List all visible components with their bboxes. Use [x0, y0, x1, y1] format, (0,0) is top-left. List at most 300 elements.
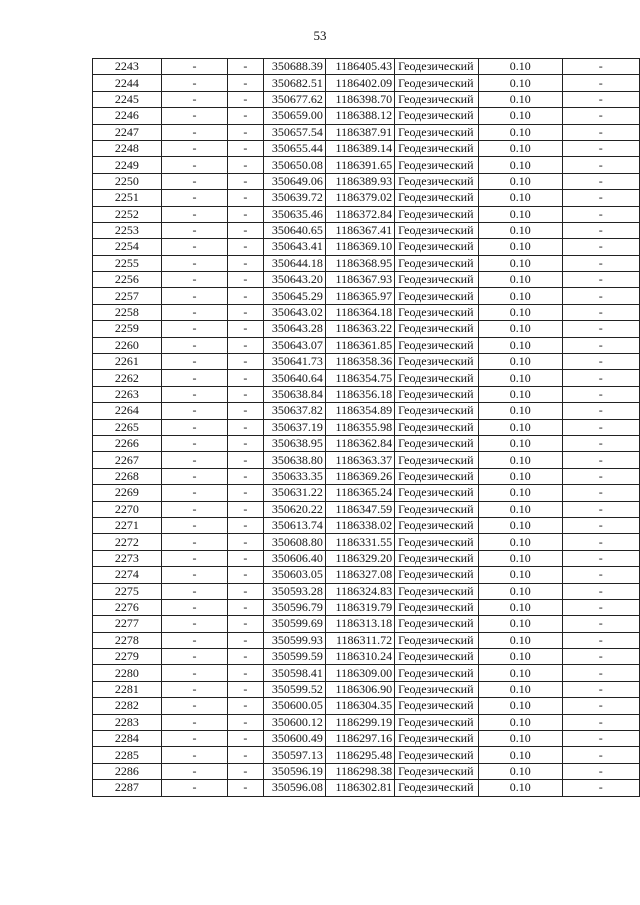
- x-coordinate-cell: 350600.49: [263, 731, 325, 747]
- dash-cell: -: [161, 468, 228, 484]
- dash-cell: -: [562, 321, 639, 337]
- precision-cell: 0.10: [478, 780, 562, 796]
- precision-cell: 0.10: [478, 550, 562, 566]
- dash-cell: -: [562, 239, 639, 255]
- dash-cell: -: [228, 616, 263, 632]
- dash-cell: -: [161, 403, 228, 419]
- table-row: [93, 157, 640, 173]
- x-coordinate-cell: 350596.19: [263, 763, 325, 779]
- point-number-cell: 2273: [93, 550, 162, 566]
- table-row: [93, 419, 640, 435]
- point-number-cell: 2245: [93, 91, 162, 107]
- precision-cell: 0.10: [478, 108, 562, 124]
- method-cell: Геодезический: [395, 108, 479, 124]
- dash-cell: -: [228, 632, 263, 648]
- dash-cell: -: [228, 370, 263, 386]
- point-number-cell: 2278: [93, 632, 162, 648]
- precision-cell: 0.10: [478, 616, 562, 632]
- y-coordinate-cell: 1186361.85: [325, 337, 394, 353]
- x-coordinate-cell: 350637.82: [263, 403, 325, 419]
- dash-cell: -: [228, 272, 263, 288]
- dash-cell: -: [161, 255, 228, 271]
- dash-cell: -: [562, 386, 639, 402]
- precision-cell: 0.10: [478, 239, 562, 255]
- point-number-cell: 2267: [93, 452, 162, 468]
- dash-cell: -: [562, 124, 639, 140]
- x-coordinate-cell: 350633.35: [263, 468, 325, 484]
- dash-cell: -: [562, 272, 639, 288]
- y-coordinate-cell: 1186391.65: [325, 157, 394, 173]
- point-number-cell: 2276: [93, 599, 162, 615]
- point-number-cell: 2255: [93, 255, 162, 271]
- method-cell: Геодезический: [395, 698, 479, 714]
- precision-cell: 0.10: [478, 173, 562, 189]
- point-number-cell: 2247: [93, 124, 162, 140]
- point-number-cell: 2265: [93, 419, 162, 435]
- table-row: [93, 583, 640, 599]
- table-row: [93, 403, 640, 419]
- method-cell: Геодезический: [395, 681, 479, 697]
- dash-cell: -: [562, 550, 639, 566]
- method-cell: Геодезический: [395, 534, 479, 550]
- dash-cell: -: [161, 517, 228, 533]
- dash-cell: -: [228, 714, 263, 730]
- x-coordinate-cell: 350643.20: [263, 272, 325, 288]
- precision-cell: 0.10: [478, 681, 562, 697]
- method-cell: Геодезический: [395, 665, 479, 681]
- dash-cell: -: [161, 731, 228, 747]
- y-coordinate-cell: 1186304.35: [325, 698, 394, 714]
- method-cell: Геодезический: [395, 124, 479, 140]
- method-cell: Геодезический: [395, 272, 479, 288]
- dash-cell: -: [161, 599, 228, 615]
- method-cell: Геодезический: [395, 419, 479, 435]
- dash-cell: -: [161, 304, 228, 320]
- point-number-cell: 2249: [93, 157, 162, 173]
- x-coordinate-cell: 350620.22: [263, 501, 325, 517]
- dash-cell: -: [161, 124, 228, 140]
- table-row: [93, 616, 640, 632]
- dash-cell: -: [228, 747, 263, 763]
- dash-cell: -: [562, 649, 639, 665]
- dash-cell: -: [228, 649, 263, 665]
- dash-cell: -: [161, 616, 228, 632]
- x-coordinate-cell: 350638.95: [263, 435, 325, 451]
- method-cell: Геодезический: [395, 731, 479, 747]
- y-coordinate-cell: 1186354.89: [325, 403, 394, 419]
- dash-cell: -: [562, 452, 639, 468]
- precision-cell: 0.10: [478, 59, 562, 75]
- dash-cell: -: [562, 632, 639, 648]
- y-coordinate-cell: 1186306.90: [325, 681, 394, 697]
- precision-cell: 0.10: [478, 206, 562, 222]
- dash-cell: -: [161, 550, 228, 566]
- dash-cell: -: [562, 59, 639, 75]
- point-number-cell: 2243: [93, 59, 162, 75]
- dash-cell: -: [228, 403, 263, 419]
- precision-cell: 0.10: [478, 567, 562, 583]
- x-coordinate-cell: 350649.06: [263, 173, 325, 189]
- table-row: [93, 354, 640, 370]
- method-cell: Геодезический: [395, 452, 479, 468]
- coordinates-table: [92, 58, 640, 797]
- point-number-cell: 2244: [93, 75, 162, 91]
- y-coordinate-cell: 1186358.36: [325, 354, 394, 370]
- x-coordinate-cell: 350600.05: [263, 698, 325, 714]
- y-coordinate-cell: 1186379.02: [325, 190, 394, 206]
- precision-cell: 0.10: [478, 435, 562, 451]
- x-coordinate-cell: 350643.02: [263, 304, 325, 320]
- method-cell: Геодезический: [395, 190, 479, 206]
- table-row: [93, 649, 640, 665]
- point-number-cell: 2269: [93, 485, 162, 501]
- point-number-cell: 2260: [93, 337, 162, 353]
- dash-cell: -: [161, 222, 228, 238]
- y-coordinate-cell: 1186405.43: [325, 59, 394, 75]
- y-coordinate-cell: 1186331.55: [325, 534, 394, 550]
- y-coordinate-cell: 1186362.84: [325, 435, 394, 451]
- dash-cell: -: [161, 583, 228, 599]
- point-number-cell: 2257: [93, 288, 162, 304]
- dash-cell: -: [228, 665, 263, 681]
- dash-cell: -: [161, 239, 228, 255]
- dash-cell: -: [562, 140, 639, 156]
- table-row: [93, 108, 640, 124]
- method-cell: Геодезический: [395, 239, 479, 255]
- point-number-cell: 2248: [93, 140, 162, 156]
- precision-cell: 0.10: [478, 321, 562, 337]
- y-coordinate-cell: 1186365.97: [325, 288, 394, 304]
- point-number-cell: 2258: [93, 304, 162, 320]
- dash-cell: -: [161, 59, 228, 75]
- x-coordinate-cell: 350596.79: [263, 599, 325, 615]
- y-coordinate-cell: 1186365.24: [325, 485, 394, 501]
- dash-cell: -: [228, 435, 263, 451]
- y-coordinate-cell: 1186298.38: [325, 763, 394, 779]
- y-coordinate-cell: 1186329.20: [325, 550, 394, 566]
- y-coordinate-cell: 1186355.98: [325, 419, 394, 435]
- x-coordinate-cell: 350593.28: [263, 583, 325, 599]
- method-cell: Геодезический: [395, 599, 479, 615]
- method-cell: Геодезический: [395, 616, 479, 632]
- dash-cell: -: [562, 419, 639, 435]
- x-coordinate-cell: 350643.07: [263, 337, 325, 353]
- table-row: [93, 370, 640, 386]
- dash-cell: -: [562, 485, 639, 501]
- precision-cell: 0.10: [478, 124, 562, 140]
- method-cell: Геодезический: [395, 763, 479, 779]
- y-coordinate-cell: 1186367.41: [325, 222, 394, 238]
- point-number-cell: 2263: [93, 386, 162, 402]
- point-number-cell: 2283: [93, 714, 162, 730]
- precision-cell: 0.10: [478, 517, 562, 533]
- dash-cell: -: [161, 140, 228, 156]
- y-coordinate-cell: 1186369.26: [325, 468, 394, 484]
- point-number-cell: 2281: [93, 681, 162, 697]
- y-coordinate-cell: 1186310.24: [325, 649, 394, 665]
- dash-cell: -: [562, 255, 639, 271]
- method-cell: Геодезический: [395, 747, 479, 763]
- precision-cell: 0.10: [478, 157, 562, 173]
- dash-cell: -: [161, 190, 228, 206]
- point-number-cell: 2279: [93, 649, 162, 665]
- dash-cell: -: [562, 108, 639, 124]
- dash-cell: -: [228, 452, 263, 468]
- x-coordinate-cell: 350641.73: [263, 354, 325, 370]
- method-cell: Геодезический: [395, 157, 479, 173]
- point-number-cell: 2256: [93, 272, 162, 288]
- dash-cell: -: [161, 485, 228, 501]
- dash-cell: -: [562, 222, 639, 238]
- dash-cell: -: [161, 75, 228, 91]
- method-cell: Геодезический: [395, 485, 479, 501]
- dash-cell: -: [161, 534, 228, 550]
- dash-cell: -: [228, 124, 263, 140]
- dash-cell: -: [228, 190, 263, 206]
- dash-cell: -: [562, 583, 639, 599]
- y-coordinate-cell: 1186398.70: [325, 91, 394, 107]
- point-number-cell: 2284: [93, 731, 162, 747]
- x-coordinate-cell: 350600.12: [263, 714, 325, 730]
- dash-cell: -: [562, 190, 639, 206]
- dash-cell: -: [562, 780, 639, 796]
- point-number-cell: 2252: [93, 206, 162, 222]
- table-row: [93, 698, 640, 714]
- precision-cell: 0.10: [478, 698, 562, 714]
- table-row: [93, 321, 640, 337]
- dash-cell: -: [161, 780, 228, 796]
- dash-cell: -: [228, 255, 263, 271]
- y-coordinate-cell: 1186389.93: [325, 173, 394, 189]
- point-number-cell: 2268: [93, 468, 162, 484]
- point-number-cell: 2246: [93, 108, 162, 124]
- table-row: [93, 140, 640, 156]
- page-number: 53: [313, 28, 327, 43]
- precision-cell: 0.10: [478, 731, 562, 747]
- point-number-cell: 2261: [93, 354, 162, 370]
- point-number-cell: 2286: [93, 763, 162, 779]
- dash-cell: -: [228, 468, 263, 484]
- table-row: [93, 255, 640, 271]
- y-coordinate-cell: 1186389.14: [325, 140, 394, 156]
- dash-cell: -: [562, 567, 639, 583]
- dash-cell: -: [161, 206, 228, 222]
- table-row: [93, 632, 640, 648]
- table-row: [93, 665, 640, 681]
- precision-cell: 0.10: [478, 272, 562, 288]
- method-cell: Геодезический: [395, 386, 479, 402]
- dash-cell: -: [228, 321, 263, 337]
- dash-cell: -: [161, 567, 228, 583]
- table-row: [93, 91, 640, 107]
- dash-cell: -: [161, 665, 228, 681]
- x-coordinate-cell: 350635.46: [263, 206, 325, 222]
- x-coordinate-cell: 350677.62: [263, 91, 325, 107]
- method-cell: Геодезический: [395, 288, 479, 304]
- y-coordinate-cell: 1186295.48: [325, 747, 394, 763]
- x-coordinate-cell: 350613.74: [263, 517, 325, 533]
- dash-cell: -: [161, 157, 228, 173]
- method-cell: Геодезический: [395, 337, 479, 353]
- method-cell: Геодезический: [395, 583, 479, 599]
- dash-cell: -: [562, 698, 639, 714]
- point-number-cell: 2280: [93, 665, 162, 681]
- x-coordinate-cell: 350599.93: [263, 632, 325, 648]
- dash-cell: -: [562, 370, 639, 386]
- method-cell: Геодезический: [395, 567, 479, 583]
- dash-cell: -: [562, 534, 639, 550]
- precision-cell: 0.10: [478, 747, 562, 763]
- dash-cell: -: [228, 698, 263, 714]
- method-cell: Геодезический: [395, 780, 479, 796]
- dash-cell: -: [562, 75, 639, 91]
- point-number-cell: 2262: [93, 370, 162, 386]
- y-coordinate-cell: 1186388.12: [325, 108, 394, 124]
- x-coordinate-cell: 350688.39: [263, 59, 325, 75]
- table-row: [93, 222, 640, 238]
- dash-cell: -: [562, 304, 639, 320]
- dash-cell: -: [562, 157, 639, 173]
- method-cell: Геодезический: [395, 354, 479, 370]
- dash-cell: -: [562, 681, 639, 697]
- method-cell: Геодезический: [395, 255, 479, 271]
- table-row: [93, 550, 640, 566]
- dash-cell: -: [228, 222, 263, 238]
- point-number-cell: 2271: [93, 517, 162, 533]
- precision-cell: 0.10: [478, 419, 562, 435]
- dash-cell: -: [228, 75, 263, 91]
- dash-cell: -: [161, 435, 228, 451]
- dash-cell: -: [161, 452, 228, 468]
- point-number-cell: 2272: [93, 534, 162, 550]
- dash-cell: -: [161, 419, 228, 435]
- method-cell: Геодезический: [395, 321, 479, 337]
- dash-cell: -: [228, 485, 263, 501]
- dash-cell: -: [161, 173, 228, 189]
- dash-cell: -: [161, 272, 228, 288]
- method-cell: Геодезический: [395, 304, 479, 320]
- table-row: [93, 386, 640, 402]
- method-cell: Геодезический: [395, 649, 479, 665]
- y-coordinate-cell: 1186338.02: [325, 517, 394, 533]
- table-row: [93, 534, 640, 550]
- dash-cell: -: [228, 681, 263, 697]
- y-coordinate-cell: 1186327.08: [325, 567, 394, 583]
- dash-cell: -: [161, 501, 228, 517]
- precision-cell: 0.10: [478, 649, 562, 665]
- method-cell: Геодезический: [395, 501, 479, 517]
- y-coordinate-cell: 1186309.00: [325, 665, 394, 681]
- dash-cell: -: [161, 91, 228, 107]
- table-row: [93, 206, 640, 222]
- x-coordinate-cell: 350596.08: [263, 780, 325, 796]
- x-coordinate-cell: 350640.65: [263, 222, 325, 238]
- precision-cell: 0.10: [478, 403, 562, 419]
- x-coordinate-cell: 350639.72: [263, 190, 325, 206]
- y-coordinate-cell: 1186363.22: [325, 321, 394, 337]
- y-coordinate-cell: 1186364.18: [325, 304, 394, 320]
- method-cell: Геодезический: [395, 370, 479, 386]
- dash-cell: -: [562, 763, 639, 779]
- y-coordinate-cell: 1186369.10: [325, 239, 394, 255]
- point-number-cell: 2274: [93, 567, 162, 583]
- y-coordinate-cell: 1186356.18: [325, 386, 394, 402]
- y-coordinate-cell: 1186367.93: [325, 272, 394, 288]
- table-row: [93, 468, 640, 484]
- point-number-cell: 2254: [93, 239, 162, 255]
- x-coordinate-cell: 350645.29: [263, 288, 325, 304]
- precision-cell: 0.10: [478, 763, 562, 779]
- method-cell: Геодезический: [395, 140, 479, 156]
- precision-cell: 0.10: [478, 370, 562, 386]
- dash-cell: -: [228, 239, 263, 255]
- dash-cell: -: [228, 108, 263, 124]
- y-coordinate-cell: 1186297.16: [325, 731, 394, 747]
- x-coordinate-cell: 350598.41: [263, 665, 325, 681]
- dash-cell: -: [562, 517, 639, 533]
- dash-cell: -: [562, 91, 639, 107]
- dash-cell: -: [161, 386, 228, 402]
- dash-cell: -: [228, 337, 263, 353]
- dash-cell: -: [562, 468, 639, 484]
- y-coordinate-cell: 1186363.37: [325, 452, 394, 468]
- x-coordinate-cell: 350608.80: [263, 534, 325, 550]
- method-cell: Геодезический: [395, 75, 479, 91]
- table-row: [93, 501, 640, 517]
- method-cell: Геодезический: [395, 91, 479, 107]
- precision-cell: 0.10: [478, 534, 562, 550]
- precision-cell: 0.10: [478, 583, 562, 599]
- dash-cell: -: [562, 173, 639, 189]
- precision-cell: 0.10: [478, 599, 562, 615]
- precision-cell: 0.10: [478, 222, 562, 238]
- dash-cell: -: [228, 157, 263, 173]
- dash-cell: -: [562, 337, 639, 353]
- precision-cell: 0.10: [478, 91, 562, 107]
- dash-cell: -: [161, 681, 228, 697]
- table-row: [93, 731, 640, 747]
- method-cell: Геодезический: [395, 714, 479, 730]
- precision-cell: 0.10: [478, 386, 562, 402]
- y-coordinate-cell: 1186368.95: [325, 255, 394, 271]
- y-coordinate-cell: 1186311.72: [325, 632, 394, 648]
- dash-cell: -: [228, 419, 263, 435]
- precision-cell: 0.10: [478, 665, 562, 681]
- table-row: [93, 288, 640, 304]
- method-cell: Геодезический: [395, 632, 479, 648]
- x-coordinate-cell: 350599.69: [263, 616, 325, 632]
- table-row: [93, 763, 640, 779]
- dash-cell: -: [228, 780, 263, 796]
- y-coordinate-cell: 1186319.79: [325, 599, 394, 615]
- dash-cell: -: [562, 435, 639, 451]
- dash-cell: -: [228, 501, 263, 517]
- table-row: [93, 485, 640, 501]
- dash-cell: -: [161, 714, 228, 730]
- x-coordinate-cell: 350631.22: [263, 485, 325, 501]
- table-row: [93, 173, 640, 189]
- dash-cell: -: [228, 599, 263, 615]
- dash-cell: -: [562, 288, 639, 304]
- x-coordinate-cell: 350659.00: [263, 108, 325, 124]
- table-row: [93, 337, 640, 353]
- table-row: [93, 599, 640, 615]
- x-coordinate-cell: 350638.84: [263, 386, 325, 402]
- y-coordinate-cell: 1186347.59: [325, 501, 394, 517]
- dash-cell: -: [562, 731, 639, 747]
- method-cell: Геодезический: [395, 59, 479, 75]
- y-coordinate-cell: 1186302.81: [325, 780, 394, 796]
